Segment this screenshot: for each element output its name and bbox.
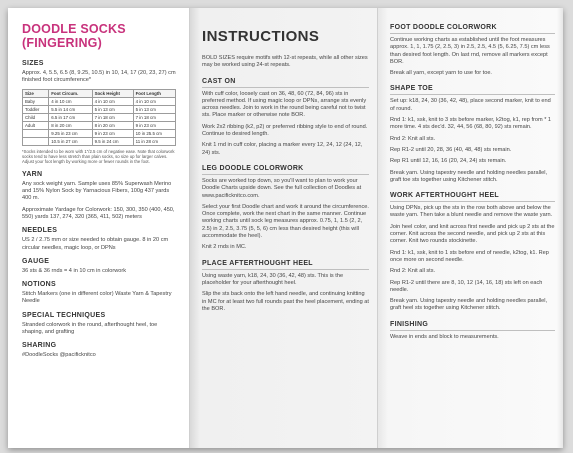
size-table-header xyxy=(23,89,176,97)
ribbing-text: Work 2x2 ribbing (k2, p2) or preferred ribbing style to end of round. Continue to desired length. xyxy=(202,123,368,138)
size-table-row xyxy=(23,121,176,129)
after-text-1: Using DPNs, pick up the sts in the row both above and below the waste yarn. Then take a blunt needle and remove the waste yarn. xyxy=(390,205,553,219)
size-table-header-cell: Size xyxy=(23,89,49,97)
notions-heading: NOTIONS xyxy=(22,281,56,289)
size-table-header-cell: Foot Circum. xyxy=(49,89,92,97)
size-table-cell: 8 in 20 cm xyxy=(92,121,133,129)
techniques-text: Stranded colorwork in the round, afterthought heel, toe shaping, and grafting xyxy=(22,321,158,336)
gauge-text: 36 sts & 36 rnds = 4 in 10 cm in colorwork xyxy=(22,267,126,274)
toe-text-6: Break yarn. Using tapestry needle and holding needles parallel, graft toe sts together using Kitchener stitch. xyxy=(390,169,548,183)
finishing-heading: FINISHING xyxy=(390,321,555,331)
after-text-4: Rnd 2: Knit all sts. xyxy=(390,268,436,275)
instructions-intro: BOLD SIZES require motifs with 12-st repeats, while all other sizes may be worked using 24-st repeats. xyxy=(202,55,368,69)
foot-colorwork-heading: FOOT DOODLE COLORWORK xyxy=(390,24,555,34)
size-table-cell: 7 in 18 cm xyxy=(92,113,133,121)
toe-text-1: Set up: k18, 24, 30 (36, 42, 48), place second marker, knit to end of round. xyxy=(390,98,551,112)
yardage-text: Approximate Yardage for Colorwork: 150, 300, 350 (400, 450, 550) yards 137, 274, 320 (365, 411, 502) meters xyxy=(22,206,175,220)
heel-placement-heading: PLACE AFTERTHOUGHT HEEL xyxy=(202,260,369,270)
size-table-cell: 9 in 23 cm xyxy=(92,129,133,137)
notions-text: Stitch Markers (one in different color) Waste Yarn & Tapestry Needle xyxy=(22,291,172,305)
size-table-cell: Baby xyxy=(23,97,49,105)
toe-text-4: Rep R1-2 until 20, 28, 36 (40, 48, 48) sts remain. xyxy=(390,146,512,153)
gauge-heading: GAUGE xyxy=(22,257,50,265)
heel-text-1: Using waste yarn, k18, 24, 30 (36, 42, 48) sts. This is the placeholder for your afterthought heel. xyxy=(202,272,344,286)
size-table-cell: 9.25 in 23 cm xyxy=(49,129,92,137)
size-table-cell: 4 in 10 cm xyxy=(49,97,92,105)
size-table-cell: 11 in 28 cm xyxy=(133,137,175,145)
toe-text-3: Rnd 2: Knit all sts. xyxy=(390,135,436,142)
leg-text-2: Select your first Doodle chart and work it around the circumference. Once complete, work the next chart in the same manner. Continue working charts until sock leg measures approx. 0.75, 1, 1.5 (2, 2, 2.5) in 2, 2.5, 3.75 (5, 5, 6) cm less than desired height (this will accommodate the heel). xyxy=(202,203,369,240)
sizes-text: Approx. 4, 5.5, 6.5 (8, 9.25, 10.5) in 10, 14, 17 (20, 23, 27) cm finished foot circumference* xyxy=(22,70,176,84)
left-page xyxy=(8,8,190,448)
middle-page xyxy=(190,8,377,448)
yarn-text: Any sock weight yarn. Sample uses 85% Superwash Merino and 15% Nylon Sock by Yarnacious Fibers, 100g 437 yards 400 m. xyxy=(22,180,172,202)
after-text-3: Rnd 1: k1, ssk, knit to 1 sts before end of needle, k2tog, k1. Rep once more on second needle. xyxy=(390,249,549,263)
size-table-cell: Child xyxy=(23,113,49,121)
size-table-header-cell: Foot Length xyxy=(133,89,175,97)
size-table-cell xyxy=(23,137,49,145)
toe-text-2: Rnd 1: k1, ssk, knit to 3 sts before marker, k2tog, k1, rep from * 1 more time. 4 sts dec'd. 32, 44, 56 (68, 80, 92) sts remain. xyxy=(390,117,552,131)
size-table-cell: 5 in 13 cm xyxy=(133,105,175,113)
right-page xyxy=(377,8,563,448)
size-table-cell: 5.5 in 14 cm xyxy=(49,105,92,113)
size-table-row xyxy=(23,97,176,105)
size-table-cell: 10 in 25.5 cm xyxy=(133,129,175,137)
pattern-booklet xyxy=(8,8,563,448)
shape-toe-heading: SHAPE TOE xyxy=(390,85,555,95)
after-text-6: Break yarn. Using tapestry needle and holding needles parallel, graft heel sts together using Kitchener stitch. xyxy=(390,298,548,312)
sizes-heading: SIZES xyxy=(22,60,44,67)
size-footnote: *Socks intended to be worn with 1"/2.5 cm of negative ease. Note that colorwork socks tend to have less stretch than plain socks, so size up for larger calves. Adjust your foot length by working more or fewer rounds in the foot. xyxy=(22,148,175,165)
instructions-title: INSTRUCTIONS xyxy=(202,28,320,45)
size-table-cell: 10.5 in 27 cm xyxy=(49,137,92,145)
needles-heading: NEEDLES xyxy=(22,227,58,235)
foot-text-2: Break all yarn, except yarn to use for toe. xyxy=(390,70,492,77)
sharing-heading: SHARING xyxy=(22,342,57,350)
leg-text-3: Knit 2 rnds in MC. xyxy=(202,244,247,251)
finishing-text: Weave in ends and block to measurements. xyxy=(390,333,499,340)
size-table-cell: 4 in 10 cm xyxy=(92,97,133,105)
leg-colorwork-heading: LEG DOODLE COLORWORK xyxy=(202,165,369,175)
knit-marker-text: Knit 1 rnd in cuff color, placing a marker every 12, 24, 12 (24, 12, 24) sts. xyxy=(202,142,363,156)
after-text-2: Join heel color, and knit across first needle and pick up 2 sts at the corner. Knit across the second needle, and pick up 2 sts at this corner. Knit two rounds stockinette. xyxy=(390,223,555,245)
pattern-title: DOODLE SOCKS (FINGERING) xyxy=(22,22,126,50)
page-edge-shadow xyxy=(557,8,563,448)
sharing-text: #DoodleSocks @pacificknitco xyxy=(22,352,96,359)
afterthought-heel-heading: WORK AFTERTHOUGHT HEEL xyxy=(390,192,555,202)
size-table-body xyxy=(23,97,176,145)
leg-text-1: Socks are worked top down, so you'll want to plan to work your Doodle Charts upside down. See the full collection of Doodles at www.pacificknitco.com. xyxy=(202,177,362,199)
size-table-row xyxy=(23,137,176,145)
heel-text-2: Slip the sts back onto the left hand needle, and continuing knitting in MC for at least two full rounds past the heel placement, ending at the BOR. xyxy=(202,291,369,312)
toe-text-5: Rep R1 until 12, 16, 16 (20, 24, 24) sts remain. xyxy=(390,158,507,165)
foot-text-1: Continue working charts as established until the foot measures approx. 1, 1, 1.75 (2, 2.5, 3) in 2.5, 2.5, 4.5 (5, 6.25, 7.5) cm less than desired foot length. On last rnd, remove all markers except BOR. xyxy=(390,37,550,65)
size-table-cell: 7 in 18 cm xyxy=(133,113,175,121)
size-table-cell: 4 in 10 cm xyxy=(133,97,175,105)
needles-text: US 2 / 2.75 mm or size needed to obtain gauge. 8 in 20 cm circular needles, magic loop, or DPNs xyxy=(22,237,169,251)
size-table-cell: 9.5 in 24 cm xyxy=(92,137,133,145)
after-text-5: Rep R1-2 until there are 8, 10, 12 (14, 16, 18) sts left on each needle. xyxy=(390,279,543,293)
size-table-cell: 6.5 in 17 cm xyxy=(49,113,92,121)
yarn-heading: YARN xyxy=(22,170,43,178)
size-table-cell: 9 in 23 cm xyxy=(133,121,175,129)
size-table-cell: Adult xyxy=(23,121,49,129)
size-table-row xyxy=(23,129,176,137)
cast-on-heading: CAST ON xyxy=(202,78,369,88)
cast-on-text: With cuff color, loosely cast on 36, 48, 60 (72, 84, 96) sts in preferred method. If using magic loop or DPNs, arrange sts evenly across needles. Join to work in the round being careful not to twist sts. Place marker or otherwise note BOR. xyxy=(202,90,367,119)
techniques-heading: SPECIAL TECHNIQUES xyxy=(22,311,106,319)
size-table-header-cell: Sock Height xyxy=(92,89,133,97)
size-table-cell: 5 in 13 cm xyxy=(92,105,133,113)
size-table-row xyxy=(23,113,176,121)
size-table-row xyxy=(23,105,176,113)
size-table-cell: 8 in 20 cm xyxy=(49,121,92,129)
size-table xyxy=(22,89,176,146)
size-table-cell xyxy=(23,129,49,137)
size-table-cell: Toddler xyxy=(23,105,49,113)
